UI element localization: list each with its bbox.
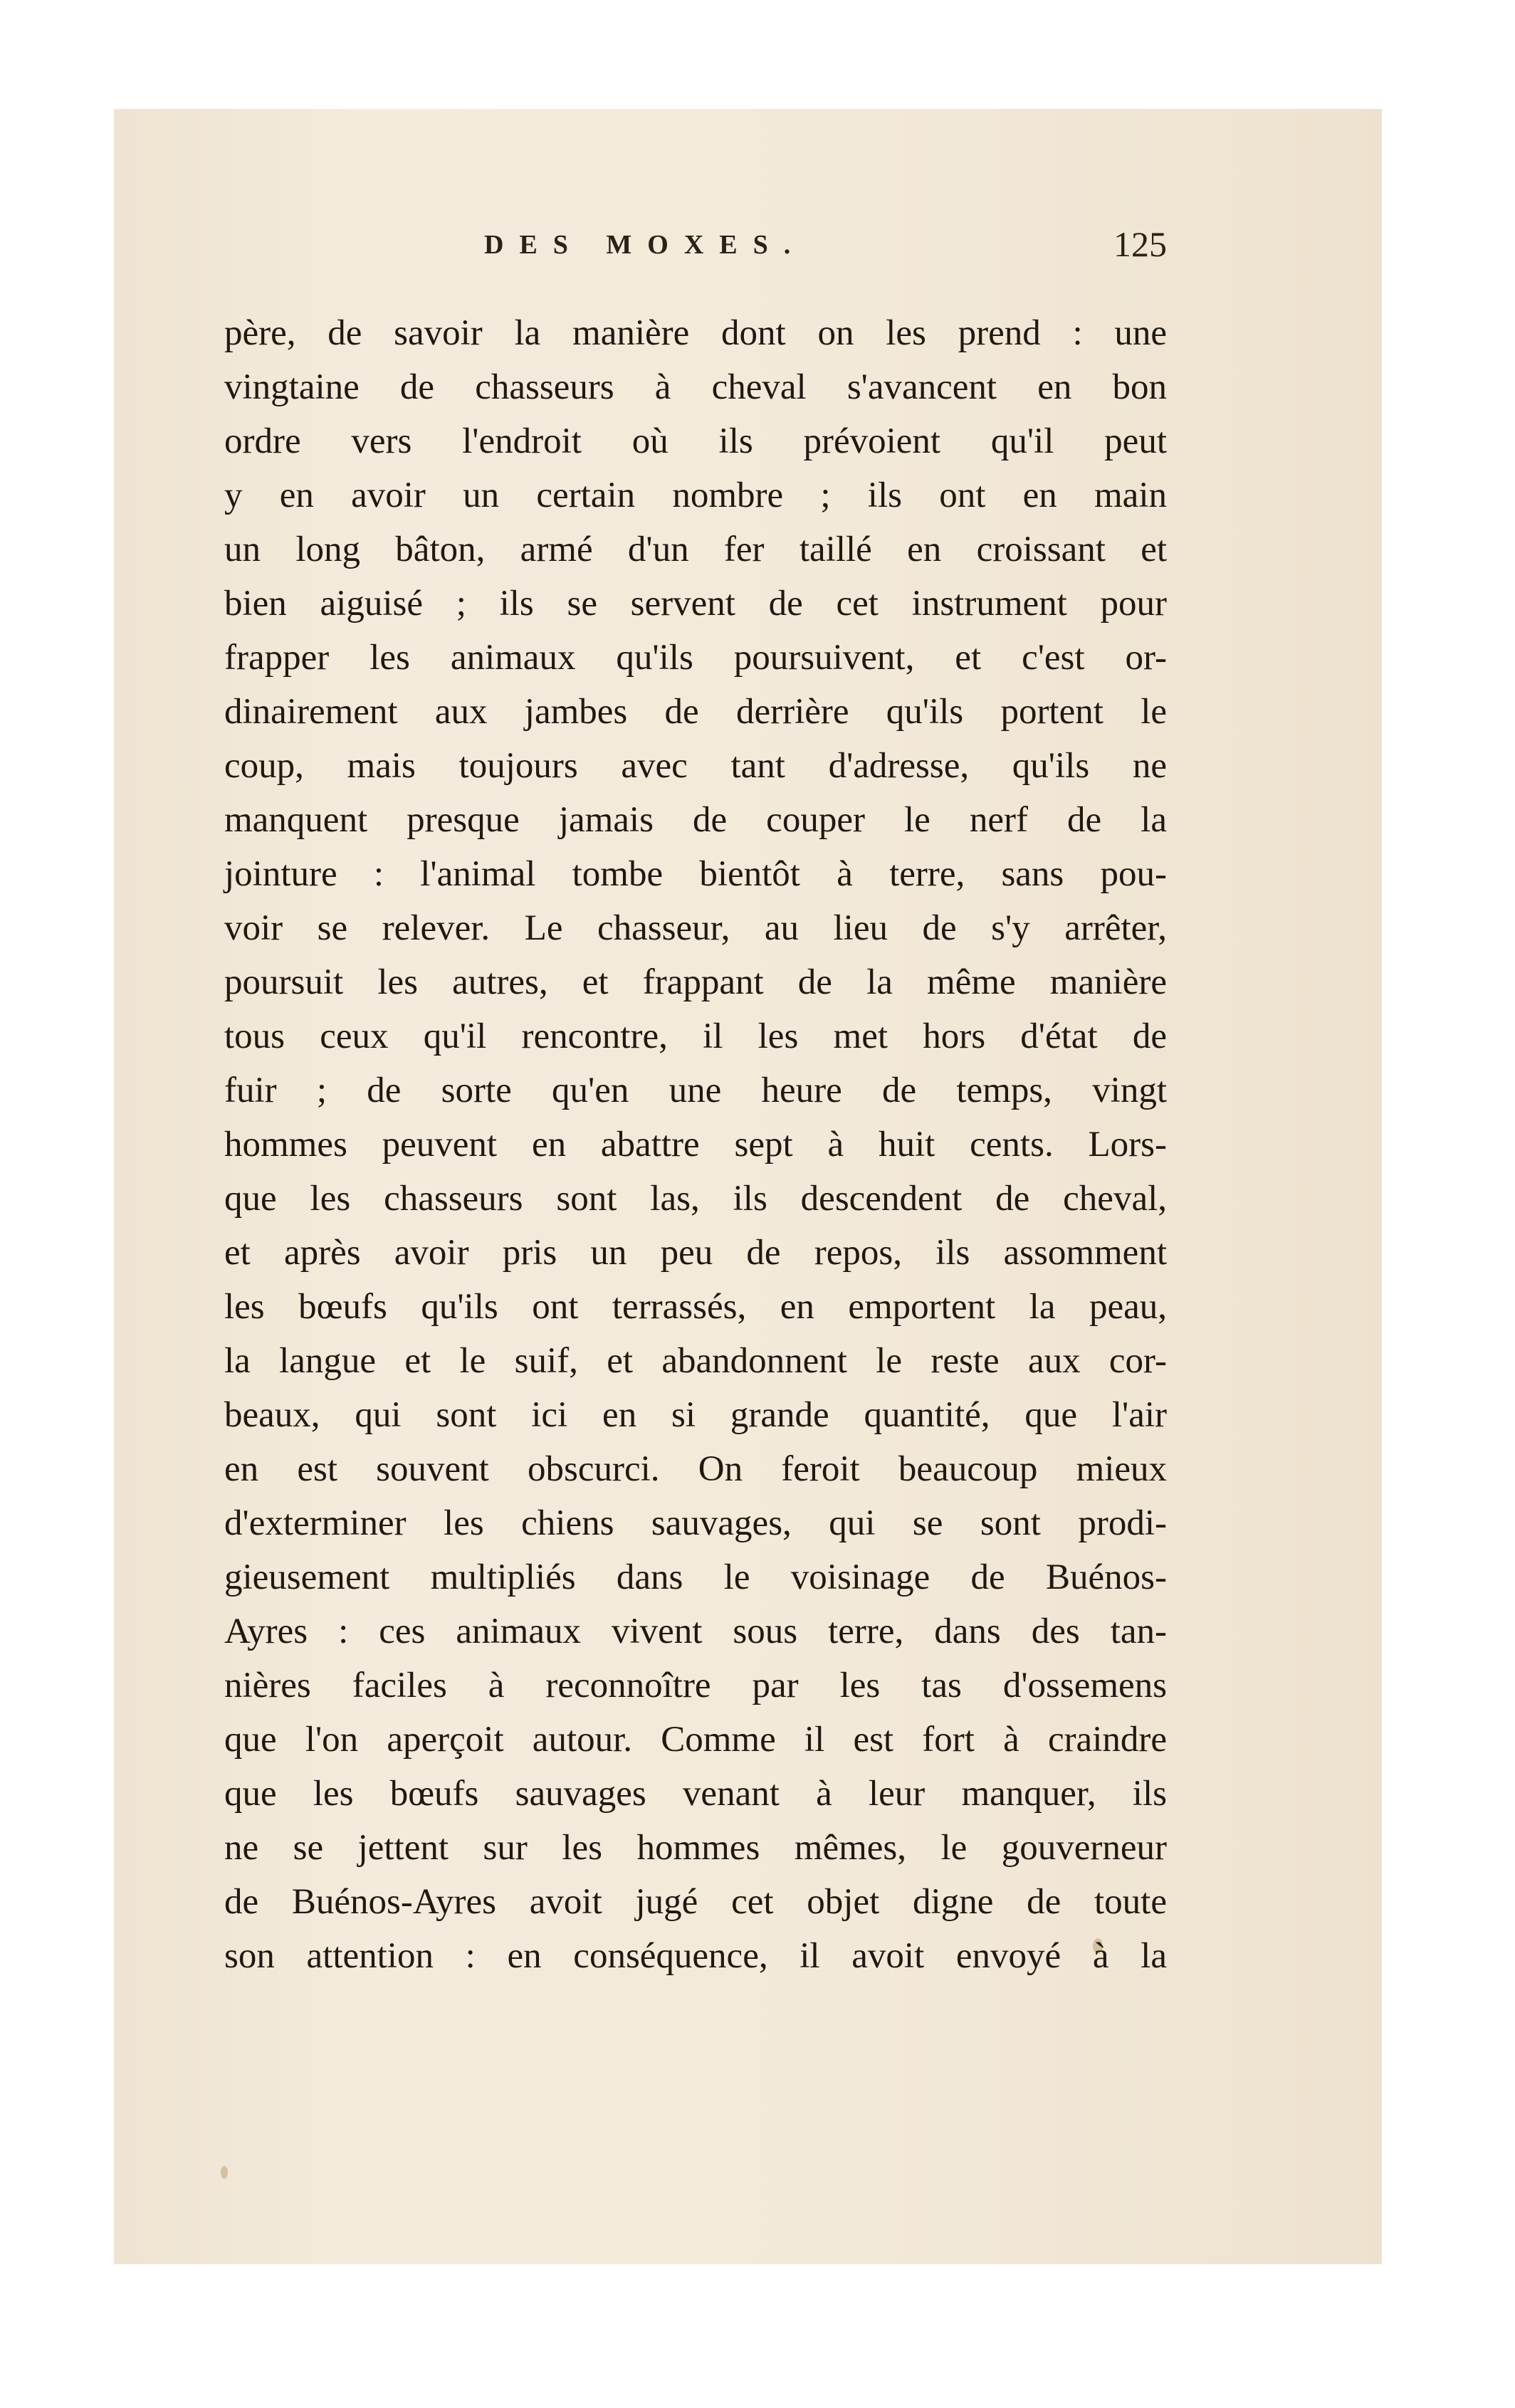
- text-line: frapper les animaux qu'ils poursuivent, et c'est or-: [224, 638, 1167, 678]
- text-line: poursuit les autres, et frappant de la même manière: [224, 962, 1167, 1002]
- text-line: vingtaine de chasseurs à cheval s'avancent en bon: [224, 367, 1167, 407]
- running-head: [224, 224, 1167, 272]
- text-line: père, de savoir la manière dont on les prend : une: [224, 313, 1167, 353]
- text-line: jointure : l'animal tombe bientôt à terre, sans pou-: [224, 854, 1167, 894]
- text-line: dinairement aux jambes de derrière qu'ils portent le: [224, 692, 1167, 732]
- page-number: 125: [1113, 224, 1167, 264]
- text-line: tous ceux qu'il rencontre, il les met hors d'état de: [224, 1016, 1167, 1056]
- text-line: en est souvent obscurci. On feroit beaucoup mieux: [224, 1449, 1167, 1489]
- text-line: bien aiguisé ; ils se servent de cet instrument pour: [224, 584, 1167, 624]
- text-line: son attention : en conséquence, il avoit envoyé à la: [224, 1936, 1167, 1976]
- text-line: coup, mais toujours avec tant d'adresse, qu'ils ne: [224, 746, 1167, 786]
- text-line: la langue et le suif, et abandonnent le reste aux cor-: [224, 1341, 1167, 1381]
- text-line: un long bâton, armé d'un fer taillé en croissant et: [224, 530, 1167, 569]
- page-body-text: [224, 306, 1167, 1983]
- running-title: DES MOXES.: [484, 230, 807, 260]
- foxing-stain: [221, 2166, 228, 2179]
- text-line: voir se relever. Le chasseur, au lieu de s'y arrêter,: [224, 908, 1167, 948]
- text-line: beaux, qui sont ici en si grande quantité, que l'air: [224, 1395, 1167, 1435]
- text-line: nières faciles à reconnoître par les tas d'ossemens: [224, 1666, 1167, 1705]
- text-line: gieusement multipliés dans le voisinage de Buénos-: [224, 1557, 1167, 1597]
- text-line: hommes peuvent en abattre sept à huit cents. Lors-: [224, 1125, 1167, 1164]
- text-line: que les bœufs sauvages venant à leur manquer, ils: [224, 1774, 1167, 1814]
- text-line: et après avoir pris un peu de repos, ils assomment: [224, 1233, 1167, 1273]
- text-line: Ayres : ces animaux vivent sous terre, dans des tan-: [224, 1612, 1167, 1651]
- text-line: que les chasseurs sont las, ils descendent de cheval,: [224, 1179, 1167, 1219]
- text-line: les bœufs qu'ils ont terrassés, en emportent la peau,: [224, 1287, 1167, 1327]
- text-line: y en avoir un certain nombre ; ils ont en main: [224, 475, 1167, 515]
- text-line: d'exterminer les chiens sauvages, qui se sont prodi-: [224, 1503, 1167, 1543]
- text-line: ne se jettent sur les hommes mêmes, le gouverneur: [224, 1828, 1167, 1868]
- text-line: manquent presque jamais de couper le nerf de la: [224, 800, 1167, 840]
- text-line: que l'on aperçoit autour. Comme il est fort à craindre: [224, 1720, 1167, 1760]
- text-line: de Buénos-Ayres avoit jugé cet objet digne de toute: [224, 1882, 1167, 1922]
- text-line: ordre vers l'endroit où ils prévoient qu'il peut: [224, 421, 1167, 461]
- text-line: fuir ; de sorte qu'en une heure de temps, vingt: [224, 1071, 1167, 1110]
